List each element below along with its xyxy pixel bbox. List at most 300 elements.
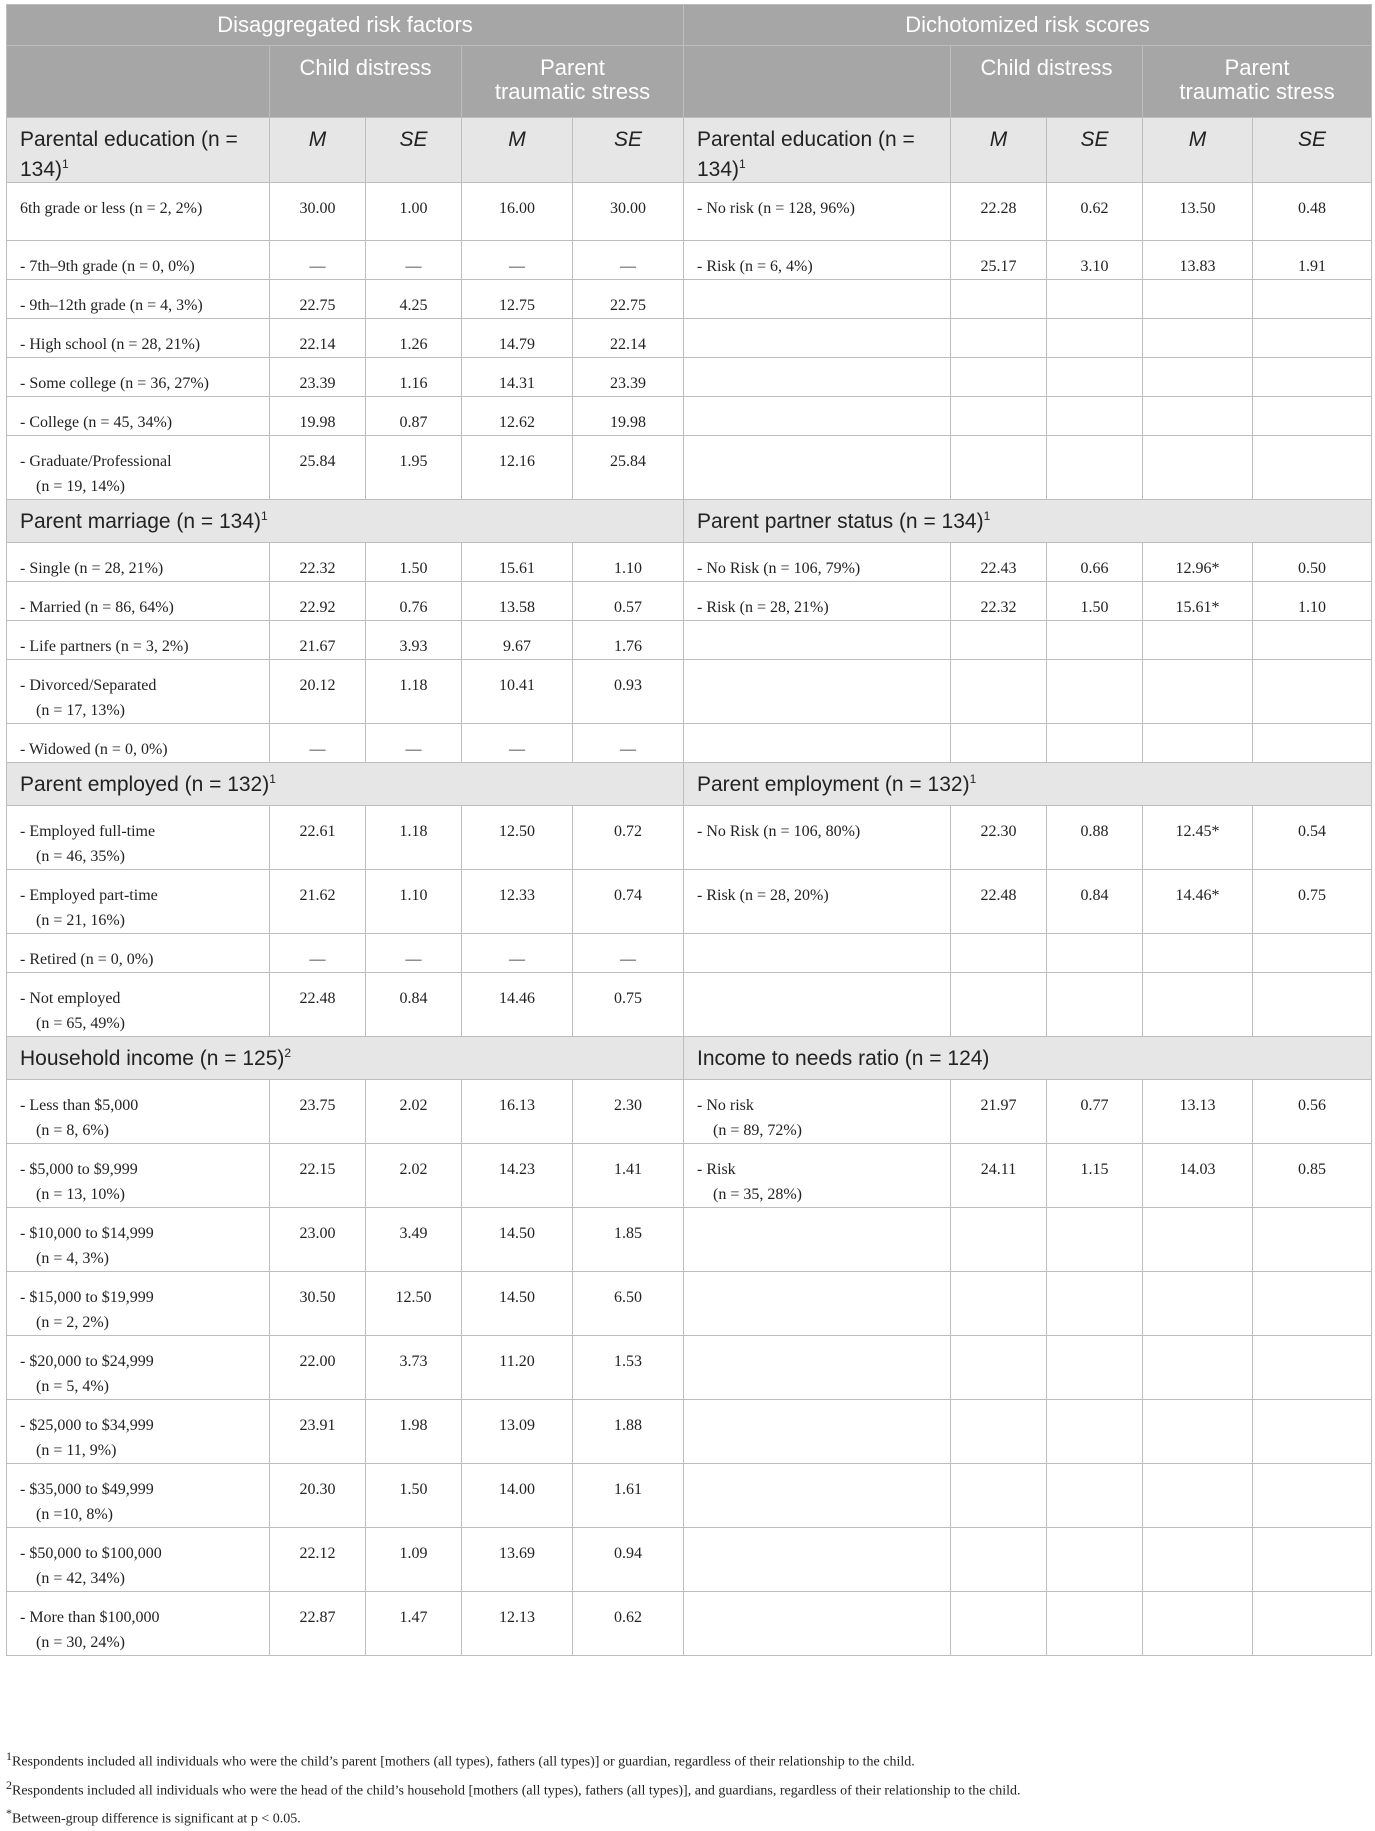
child-distress-se: 1.18 bbox=[366, 806, 462, 870]
parent-stress-se: 1.91 bbox=[1253, 241, 1372, 280]
parent-stress-se: 0.93 bbox=[573, 660, 684, 724]
table-row bbox=[7, 280, 1372, 319]
child-distress-mean: 22.43 bbox=[951, 543, 1047, 582]
row-label-text: - Widowed (n = 0, 0%) bbox=[20, 741, 168, 758]
parent-stress-mean bbox=[1143, 660, 1253, 724]
parent-stress-se: 23.39 bbox=[573, 358, 684, 397]
left-section-title bbox=[7, 763, 684, 806]
right-row-label bbox=[684, 806, 951, 870]
left-row-label bbox=[7, 280, 270, 319]
child-distress-mean: 23.39 bbox=[270, 358, 366, 397]
row-label-text: - 7th–9th grade (n = 0, 0%) bbox=[20, 258, 195, 275]
child-distress-se: 1.47 bbox=[366, 1592, 462, 1656]
child-distress-se: 1.10 bbox=[366, 870, 462, 934]
parent-stress-se bbox=[1253, 934, 1372, 973]
row-label-count: (n = 46, 35%) bbox=[36, 848, 126, 865]
parent-stress-mean: 12.50 bbox=[462, 806, 573, 870]
footnote-mark: 2 bbox=[6, 1777, 12, 1792]
section-header-row bbox=[7, 763, 1372, 806]
parent-stress-mean bbox=[1143, 280, 1253, 319]
table-row bbox=[7, 973, 1372, 1037]
row-label-text: - Graduate/Professional bbox=[20, 453, 172, 470]
se-col-header: SE bbox=[1047, 118, 1143, 183]
parent-stress-mean: 13.83 bbox=[1143, 241, 1253, 280]
section-title-footnote-mark: 1 bbox=[969, 771, 977, 786]
right-row-label bbox=[684, 973, 951, 1037]
parent-stress-se bbox=[1253, 436, 1372, 500]
child-distress-mean: 22.32 bbox=[951, 582, 1047, 621]
child-distress-se: 4.25 bbox=[366, 280, 462, 319]
footnote-text: Respondents included all individuals who were the child’s parent [mothers (all types), fathers (all types)] or guardian, regardless of their relationship to the child. bbox=[12, 1754, 915, 1770]
child-distress-se: 1.95 bbox=[366, 436, 462, 500]
parent-stress-se: 0.56 bbox=[1253, 1080, 1372, 1144]
parent-stress-mean: 16.13 bbox=[462, 1080, 573, 1144]
child-distress-se: 0.66 bbox=[1047, 543, 1143, 582]
row-label-text: - Risk (n = 28, 21%) bbox=[697, 599, 829, 616]
row-label-text: - $25,000 to $34,999 bbox=[20, 1417, 154, 1434]
right-section-title bbox=[684, 118, 951, 183]
left-row-label bbox=[7, 183, 270, 241]
parent-stress-mean bbox=[1143, 1464, 1253, 1528]
row-label-count: (n = 65, 49%) bbox=[36, 1015, 126, 1032]
parent-stress-se: 1.61 bbox=[573, 1464, 684, 1528]
left-row-label bbox=[7, 973, 270, 1037]
child-distress-se: 1.26 bbox=[366, 319, 462, 358]
row-label-text: - No Risk (n = 106, 80%) bbox=[697, 823, 861, 840]
right-group-header: Dichotomized risk scores bbox=[684, 5, 1372, 46]
se-col-header: SE bbox=[573, 118, 684, 183]
right-row-label bbox=[684, 543, 951, 582]
parent-stress-mean bbox=[1143, 436, 1253, 500]
child-distress-se bbox=[1047, 973, 1143, 1037]
right-row-label bbox=[684, 1272, 951, 1336]
left-row-label bbox=[7, 660, 270, 724]
child-distress-se bbox=[1047, 1400, 1143, 1464]
child-distress-mean: 22.28 bbox=[951, 183, 1047, 241]
risk-factors-table bbox=[6, 4, 1372, 1656]
parent-stress-mean bbox=[1143, 934, 1253, 973]
parent-stress-se: 22.75 bbox=[573, 280, 684, 319]
child-distress-mean bbox=[951, 934, 1047, 973]
child-distress-mean bbox=[951, 1400, 1047, 1464]
parent-stress-se: 0.85 bbox=[1253, 1144, 1372, 1208]
parent-stress-se: 0.48 bbox=[1253, 183, 1372, 241]
left-row-label bbox=[7, 397, 270, 436]
left-section-title bbox=[7, 118, 270, 183]
child-distress-mean bbox=[951, 621, 1047, 660]
section-title-text: Income to needs ratio (n = 124) bbox=[697, 1046, 990, 1070]
parent-stress-mean: 14.46* bbox=[1143, 870, 1253, 934]
child-distress-mean: — bbox=[270, 724, 366, 763]
parent-stress-se: — bbox=[573, 241, 684, 280]
child-distress-mean: 22.92 bbox=[270, 582, 366, 621]
child-distress-se bbox=[1047, 319, 1143, 358]
parent-stress-mean: 14.31 bbox=[462, 358, 573, 397]
child-distress-se: 0.84 bbox=[366, 973, 462, 1037]
child-distress-mean: 22.15 bbox=[270, 1144, 366, 1208]
child-distress-mean bbox=[951, 319, 1047, 358]
left-row-label bbox=[7, 1336, 270, 1400]
child-distress-mean: 21.97 bbox=[951, 1080, 1047, 1144]
child-distress-se: 1.18 bbox=[366, 660, 462, 724]
child-distress-mean: 25.17 bbox=[951, 241, 1047, 280]
parent-stress-se: 0.62 bbox=[573, 1592, 684, 1656]
row-label-text: - Risk (n = 6, 4%) bbox=[697, 258, 813, 275]
child-distress-se: 3.49 bbox=[366, 1208, 462, 1272]
child-distress-se: 3.10 bbox=[1047, 241, 1143, 280]
left-row-label bbox=[7, 1144, 270, 1208]
table-container bbox=[6, 4, 1371, 1656]
table-row bbox=[7, 183, 1372, 241]
se-col-header: SE bbox=[366, 118, 462, 183]
child-distress-se: — bbox=[366, 241, 462, 280]
child-distress-se: — bbox=[366, 934, 462, 973]
section-title-footnote-mark: 1 bbox=[261, 508, 268, 523]
right-section-title bbox=[684, 500, 1372, 543]
child-distress-se: 3.73 bbox=[366, 1336, 462, 1400]
left-row-label bbox=[7, 1272, 270, 1336]
table-row bbox=[7, 724, 1372, 763]
footnote-1 bbox=[6, 1745, 1371, 1774]
row-label-text: - Single (n = 28, 21%) bbox=[20, 560, 164, 577]
table-row bbox=[7, 397, 1372, 436]
section-header-row bbox=[7, 500, 1372, 543]
parent-stress-mean bbox=[1143, 1592, 1253, 1656]
section-title-text: Parent employment (n = 132) bbox=[697, 772, 970, 796]
table-row bbox=[7, 1528, 1372, 1592]
child-distress-se: — bbox=[366, 724, 462, 763]
child-distress-mean: 30.00 bbox=[270, 183, 366, 241]
parent-stress-se: 1.85 bbox=[573, 1208, 684, 1272]
row-label-text: - Some college (n = 36, 27%) bbox=[20, 375, 209, 392]
row-label-text: - Less than $5,000 bbox=[20, 1097, 139, 1114]
row-label-text: - 9th–12th grade (n = 4, 3%) bbox=[20, 297, 203, 314]
parent-stress-mean bbox=[1143, 724, 1253, 763]
parent-stress-se: 22.14 bbox=[573, 319, 684, 358]
blank-header-cell bbox=[7, 46, 270, 118]
right-row-label bbox=[684, 724, 951, 763]
parent-stress-mean: 14.23 bbox=[462, 1144, 573, 1208]
table-row bbox=[7, 1144, 1372, 1208]
parent-stress-mean: 13.69 bbox=[462, 1528, 573, 1592]
row-label-text: - College (n = 45, 34%) bbox=[20, 414, 173, 431]
child-distress-se bbox=[1047, 358, 1143, 397]
row-label-text: - $50,000 to $100,000 bbox=[20, 1545, 162, 1562]
row-label-text: - No risk (n = 128, 96%) bbox=[697, 200, 855, 217]
child-distress-se bbox=[1047, 1336, 1143, 1400]
row-label-text: - Married (n = 86, 64%) bbox=[20, 599, 174, 616]
parent-stress-header-line2: traumatic stress bbox=[494, 79, 651, 104]
child-distress-se: 1.50 bbox=[366, 1464, 462, 1528]
footnote-text: Respondents included all individuals who were the head of the child’s household [mothers (all types), fathers (all types)], and guardians, regardless of their relationship to the child. bbox=[12, 1783, 1021, 1799]
right-row-label bbox=[684, 319, 951, 358]
child-distress-mean: 22.48 bbox=[951, 870, 1047, 934]
parent-stress-header bbox=[1143, 46, 1372, 118]
row-label-text: - $20,000 to $24,999 bbox=[20, 1353, 154, 1370]
child-distress-se bbox=[1047, 280, 1143, 319]
right-section-title bbox=[684, 763, 1372, 806]
parent-stress-mean: 12.62 bbox=[462, 397, 573, 436]
table-row bbox=[7, 319, 1372, 358]
child-distress-mean bbox=[951, 1464, 1047, 1528]
right-row-label bbox=[684, 436, 951, 500]
parent-stress-se bbox=[1253, 724, 1372, 763]
parent-stress-mean bbox=[1143, 621, 1253, 660]
mean-col-header: M bbox=[1143, 118, 1253, 183]
child-distress-se: 0.76 bbox=[366, 582, 462, 621]
row-label-text: 6th grade or less (n = 2, 2%) bbox=[20, 200, 203, 217]
parent-stress-se bbox=[1253, 621, 1372, 660]
row-label-count: (n =10, 8%) bbox=[36, 1506, 114, 1523]
parent-stress-mean: 12.96* bbox=[1143, 543, 1253, 582]
parent-stress-se: 25.84 bbox=[573, 436, 684, 500]
parent-stress-mean bbox=[1143, 1272, 1253, 1336]
parent-stress-se bbox=[1253, 397, 1372, 436]
parent-stress-se: 1.10 bbox=[1253, 582, 1372, 621]
measure-header-row bbox=[7, 46, 1372, 118]
row-label-count: (n = 13, 10%) bbox=[36, 1186, 126, 1203]
child-distress-mean: 20.30 bbox=[270, 1464, 366, 1528]
right-row-label bbox=[684, 183, 951, 241]
child-distress-se: 12.50 bbox=[366, 1272, 462, 1336]
parent-stress-se bbox=[1253, 1336, 1372, 1400]
child-distress-mean bbox=[951, 660, 1047, 724]
footnote-text: Between-group difference is significant at p < 0.05. bbox=[12, 1811, 301, 1827]
parent-stress-mean: 14.79 bbox=[462, 319, 573, 358]
child-distress-mean: 20.12 bbox=[270, 660, 366, 724]
child-distress-se bbox=[1047, 1592, 1143, 1656]
row-label-text: - Employed full-time bbox=[20, 823, 156, 840]
child-distress-se: 0.62 bbox=[1047, 183, 1143, 241]
parent-stress-se bbox=[1253, 1208, 1372, 1272]
child-distress-mean bbox=[951, 397, 1047, 436]
child-distress-se: 1.09 bbox=[366, 1528, 462, 1592]
row-label-text: - Life partners (n = 3, 2%) bbox=[20, 638, 189, 655]
child-distress-mean: 22.14 bbox=[270, 319, 366, 358]
parent-stress-mean: — bbox=[462, 241, 573, 280]
footnotes bbox=[6, 1745, 1371, 1831]
child-distress-se bbox=[1047, 1464, 1143, 1528]
section-header-row bbox=[7, 1037, 1372, 1080]
row-label-count: (n = 2, 2%) bbox=[36, 1314, 110, 1331]
parent-stress-se bbox=[1253, 319, 1372, 358]
footnote-significance bbox=[6, 1802, 1371, 1831]
parent-stress-se: 1.76 bbox=[573, 621, 684, 660]
row-label-count: (n = 5, 4%) bbox=[36, 1378, 110, 1395]
table-row bbox=[7, 241, 1372, 280]
child-distress-mean: 22.48 bbox=[270, 973, 366, 1037]
row-label-count: (n = 17, 13%) bbox=[36, 702, 126, 719]
row-label-text: - $5,000 to $9,999 bbox=[20, 1161, 138, 1178]
left-row-label bbox=[7, 1080, 270, 1144]
child-distress-se: 0.84 bbox=[1047, 870, 1143, 934]
mean-col-header: M bbox=[270, 118, 366, 183]
parent-stress-se: 0.94 bbox=[573, 1528, 684, 1592]
parent-stress-mean: 12.13 bbox=[462, 1592, 573, 1656]
right-row-label bbox=[684, 397, 951, 436]
parent-stress-se bbox=[1253, 280, 1372, 319]
child-distress-mean: 23.75 bbox=[270, 1080, 366, 1144]
right-row-label bbox=[684, 1336, 951, 1400]
section-title-text: Parental education (n = 134) bbox=[20, 128, 238, 181]
parent-stress-se bbox=[1253, 358, 1372, 397]
right-row-label bbox=[684, 1464, 951, 1528]
parent-stress-mean: 14.46 bbox=[462, 973, 573, 1037]
section-title-text: Parent marriage (n = 134) bbox=[20, 509, 262, 533]
table-row bbox=[7, 934, 1372, 973]
left-row-label bbox=[7, 934, 270, 973]
child-distress-se: 1.15 bbox=[1047, 1144, 1143, 1208]
right-row-label bbox=[684, 1592, 951, 1656]
child-distress-mean: 19.98 bbox=[270, 397, 366, 436]
left-row-label bbox=[7, 241, 270, 280]
left-row-label bbox=[7, 1592, 270, 1656]
left-row-label bbox=[7, 1528, 270, 1592]
parent-stress-se: 0.75 bbox=[1253, 870, 1372, 934]
parent-stress-mean: 12.45* bbox=[1143, 806, 1253, 870]
parent-stress-mean bbox=[1143, 1208, 1253, 1272]
right-row-label bbox=[684, 660, 951, 724]
parent-stress-se: 1.53 bbox=[573, 1336, 684, 1400]
row-label-count: (n = 89, 72%) bbox=[713, 1122, 803, 1139]
row-label-count: (n = 11, 9%) bbox=[36, 1442, 117, 1459]
table-row bbox=[7, 1272, 1372, 1336]
child-distress-se: 1.50 bbox=[366, 543, 462, 582]
parent-stress-header-line2: traumatic stress bbox=[1179, 79, 1335, 104]
parent-stress-mean: 15.61 bbox=[462, 543, 573, 582]
row-label-text: - More than $100,000 bbox=[20, 1609, 160, 1626]
left-row-label bbox=[7, 543, 270, 582]
parent-stress-se: — bbox=[573, 724, 684, 763]
parent-stress-se bbox=[1253, 1592, 1372, 1656]
left-row-label bbox=[7, 724, 270, 763]
parent-stress-se bbox=[1253, 1464, 1372, 1528]
child-distress-mean: — bbox=[270, 934, 366, 973]
right-section-title bbox=[684, 1037, 1372, 1080]
section-title-footnote-mark: 2 bbox=[284, 1045, 292, 1060]
child-distress-se bbox=[1047, 436, 1143, 500]
parent-stress-mean: 9.67 bbox=[462, 621, 573, 660]
table-row bbox=[7, 1400, 1372, 1464]
child-distress-mean: 22.12 bbox=[270, 1528, 366, 1592]
child-distress-se bbox=[1047, 934, 1143, 973]
parent-stress-mean bbox=[1143, 319, 1253, 358]
right-row-label bbox=[684, 1528, 951, 1592]
left-row-label bbox=[7, 436, 270, 500]
footnote-mark: * bbox=[6, 1806, 12, 1821]
table-row bbox=[7, 582, 1372, 621]
child-distress-mean bbox=[951, 973, 1047, 1037]
mean-col-header: M bbox=[462, 118, 573, 183]
table-row bbox=[7, 1336, 1372, 1400]
parent-stress-mean: — bbox=[462, 934, 573, 973]
row-label-text: - No Risk (n = 106, 79%) bbox=[697, 560, 861, 577]
left-row-label bbox=[7, 1208, 270, 1272]
row-label-text: - Retired (n = 0, 0%) bbox=[20, 951, 154, 968]
child-distress-mean: 22.32 bbox=[270, 543, 366, 582]
parent-stress-se: 30.00 bbox=[573, 183, 684, 241]
parent-stress-mean: 13.50 bbox=[1143, 183, 1253, 241]
section-title-footnote-mark: 1 bbox=[62, 157, 69, 171]
parent-stress-se bbox=[1253, 973, 1372, 1037]
table-row bbox=[7, 621, 1372, 660]
child-distress-mean bbox=[951, 280, 1047, 319]
row-label-text: - High school (n = 28, 21%) bbox=[20, 336, 201, 353]
child-distress-se: 2.02 bbox=[366, 1144, 462, 1208]
right-row-label bbox=[684, 280, 951, 319]
left-group-header: Disaggregated risk factors bbox=[7, 5, 684, 46]
child-distress-se: 0.88 bbox=[1047, 806, 1143, 870]
section-title-footnote-mark: 1 bbox=[739, 157, 746, 171]
section-title-footnote-mark: 1 bbox=[983, 508, 991, 523]
child-distress-mean: 24.11 bbox=[951, 1144, 1047, 1208]
child-distress-se bbox=[1047, 621, 1143, 660]
child-distress-mean: 21.62 bbox=[270, 870, 366, 934]
left-section-title bbox=[7, 1037, 684, 1080]
child-distress-se bbox=[1047, 1208, 1143, 1272]
table-row bbox=[7, 806, 1372, 870]
left-row-label bbox=[7, 582, 270, 621]
child-distress-se bbox=[1047, 397, 1143, 436]
left-row-label bbox=[7, 621, 270, 660]
parent-stress-se bbox=[1253, 1400, 1372, 1464]
row-label-text: - $10,000 to $14,999 bbox=[20, 1225, 154, 1242]
table-row bbox=[7, 1464, 1372, 1528]
section-header-row bbox=[7, 118, 1372, 183]
child-distress-mean: 30.50 bbox=[270, 1272, 366, 1336]
right-row-label bbox=[684, 358, 951, 397]
parent-stress-se bbox=[1253, 660, 1372, 724]
parent-stress-se bbox=[1253, 1272, 1372, 1336]
child-distress-header: Child distress bbox=[270, 46, 462, 118]
right-row-label bbox=[684, 621, 951, 660]
right-row-label bbox=[684, 1400, 951, 1464]
child-distress-mean: 22.87 bbox=[270, 1592, 366, 1656]
right-row-label bbox=[684, 934, 951, 973]
child-distress-mean: 22.30 bbox=[951, 806, 1047, 870]
parent-stress-mean: 12.33 bbox=[462, 870, 573, 934]
child-distress-se bbox=[1047, 1272, 1143, 1336]
section-title-text: Parent employed (n = 132) bbox=[20, 772, 270, 796]
parent-stress-mean: 14.50 bbox=[462, 1208, 573, 1272]
row-label-text: - Divorced/Separated bbox=[20, 677, 157, 694]
section-title-text: Parent partner status (n = 134) bbox=[697, 509, 984, 533]
parent-stress-mean: 13.09 bbox=[462, 1400, 573, 1464]
row-label-count: (n = 4, 3%) bbox=[36, 1250, 110, 1267]
child-distress-se: 2.02 bbox=[366, 1080, 462, 1144]
parent-stress-mean: 14.03 bbox=[1143, 1144, 1253, 1208]
parent-stress-header-line1: Parent bbox=[540, 55, 605, 80]
child-distress-mean: 22.61 bbox=[270, 806, 366, 870]
table-row bbox=[7, 543, 1372, 582]
right-row-label bbox=[684, 582, 951, 621]
parent-stress-se bbox=[1253, 1528, 1372, 1592]
footnote-2 bbox=[6, 1774, 1371, 1803]
parent-stress-mean bbox=[1143, 1400, 1253, 1464]
parent-stress-mean bbox=[1143, 973, 1253, 1037]
left-row-label bbox=[7, 319, 270, 358]
parent-stress-se: 0.75 bbox=[573, 973, 684, 1037]
child-distress-mean: 22.00 bbox=[270, 1336, 366, 1400]
right-row-label bbox=[684, 870, 951, 934]
parent-stress-mean bbox=[1143, 397, 1253, 436]
parent-stress-header-line1: Parent bbox=[1224, 55, 1290, 80]
left-row-label bbox=[7, 358, 270, 397]
section-title-text: Household income (n = 125) bbox=[20, 1046, 285, 1070]
section-title-text: Parental education (n = 134) bbox=[697, 128, 915, 181]
right-row-label bbox=[684, 241, 951, 280]
row-label-text: - Not employed bbox=[20, 990, 121, 1007]
